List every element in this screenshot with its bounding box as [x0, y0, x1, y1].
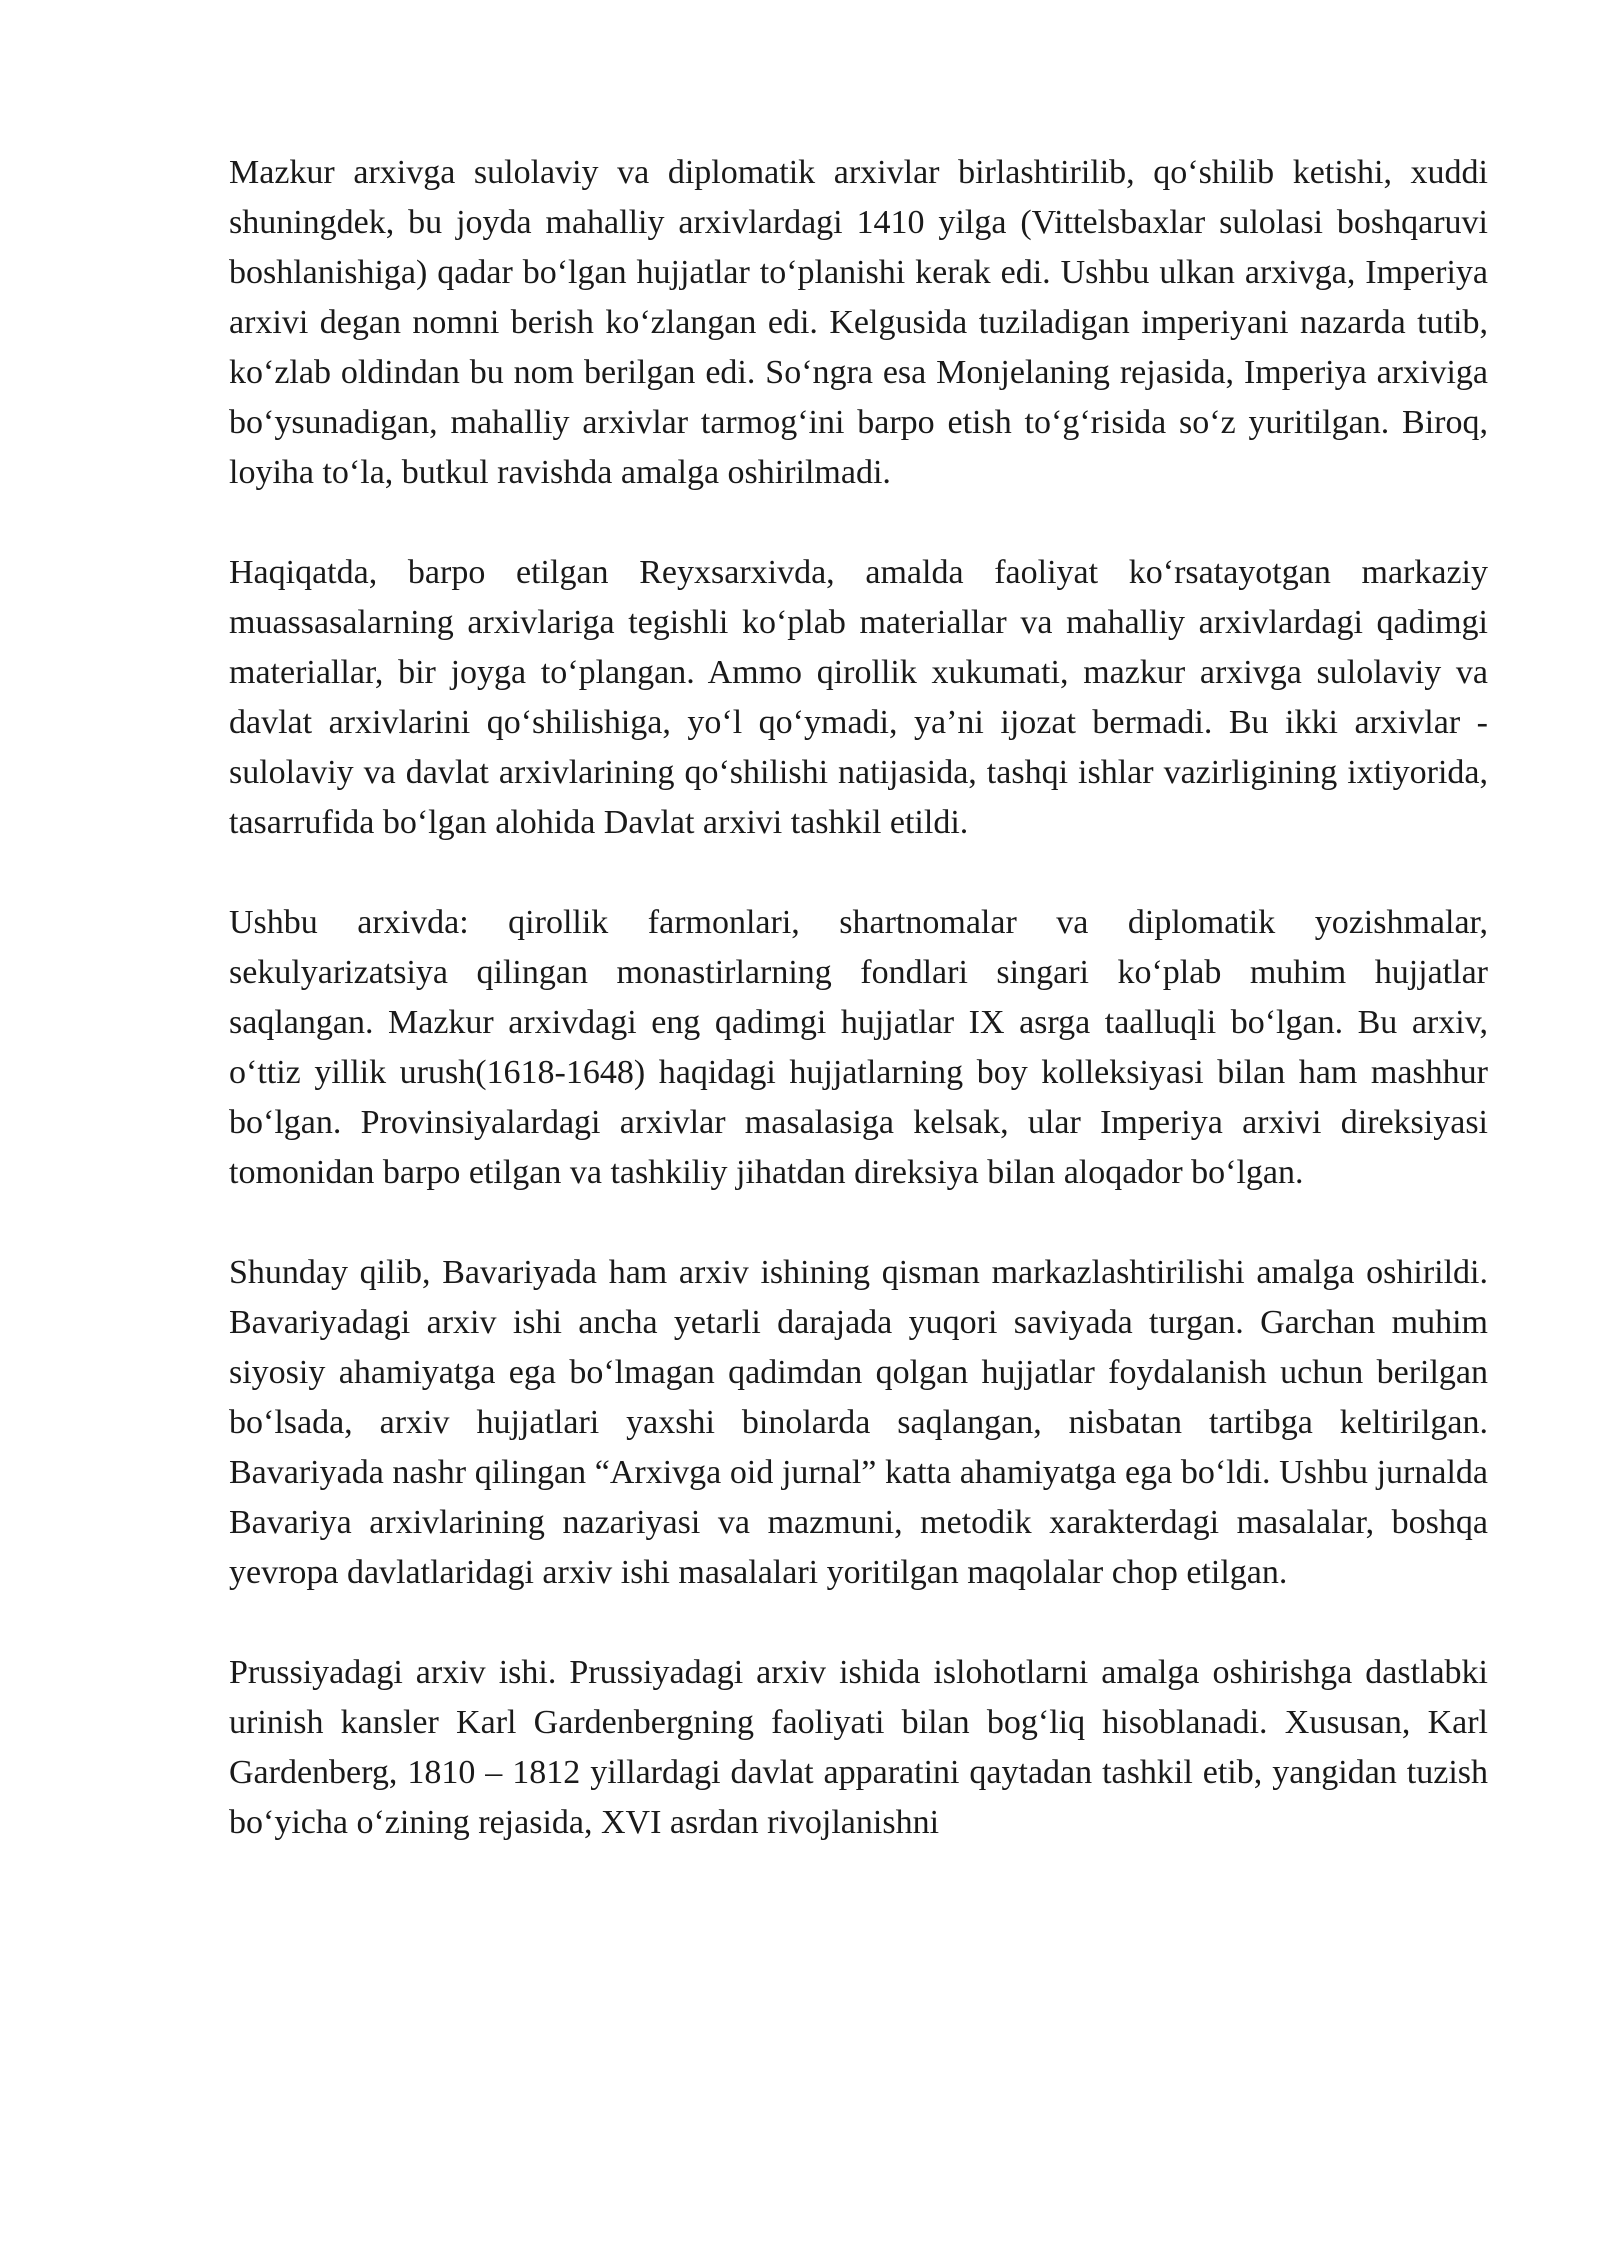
paragraph-1: Mazkur arxivga sulolaviy va diplomatik arxivlar birlashtirilib, qo‘shilib ketishi, xuddi shuningdek, bu joyda mahalliy arxivlardagi 1410 yilga (Vittelsbaxlar sulolasi boshqaruvi boshlanishiga) qadar bo‘lgan hujjatlar to‘planishi kerak edi. Ushbu ulkan arxivga, Imperiya arxivi degan nomni berish ko‘zlangan edi. Kelgusida tuziladigan imperiyani nazarda tutib, ko‘zlab oldindan bu nom berilgan edi. So‘ngra esa Monjelaning rejasida, Imperiya arxiviga bo‘ysunadigan, mahalliy arxivlar tarmog‘ini barpo etish to‘g‘risida so‘z yuritilgan. Biroq, loyiha to‘la, butkul ravishda amalga oshirilmadi. [229, 154, 1488, 491]
paragraph-4: Shunday qilib, Bavariyada ham arxiv ishining qisman markazlashtirilishi amalga oshirildi. Bavariyadagi arxiv ishi ancha yetarli darajada yuqori saviyada turgan. Garchan muhim siyosiy ahamiyatga ega bo‘lmagan qadimdan qolgan hujjatlar foydalanish uchun berilgan bo‘lsada, arxiv hujjatlari yaxshi binolarda saqlangan, nisbatan tartibga keltirilgan. Bavariyada nashr qilingan “Arxivga oid jurnal” katta ahamiyatga ega bo‘ldi. Ushbu jurnalda Bavariya arxivlarining nazariyasi va mazmuni, metodik xarakterdagi masalalar, boshqa yevropa davlatlaridagi arxiv ishi masalalari yoritilgan maqolalar chop etilgan. [229, 1254, 1488, 1591]
paragraph-5: Prussiyadagi arxiv ishi. Prussiyadagi arxiv ishida islohotlarni amalga oshirishga dastlabki urinish kansler Karl Gardenbergning faoliyati bilan bog‘liq hisoblanadi. Xususan, Karl Gardenberg, 1810 – 1812 yillardagi davlat apparatini qaytadan tashkil etib, yangidan tuzish bo‘yicha o‘zining rejasida, XVI asrdan rivojlanishni [229, 1654, 1488, 1841]
paragraph-3: Ushbu arxivda: qirollik farmonlari, shartnomalar va diplomatik yozishmalar, sekulyarizatsiya qilingan monastirlarning fondlari singari ko‘plab muhim hujjatlar saqlangan. Mazkur arxivdagi eng qadimgi hujjatlar IX asrga taalluqli bo‘lgan. Bu arxiv, o‘ttiz yillik urush(1618-1648) haqidagi hujjatlarning boy kolleksiyasi bilan ham mashhur bo‘lgan. Provinsiyalardagi arxivlar masalasiga kelsak, ular Imperiya arxivi direksiyasi tomonidan barpo etilgan va tashkiliy jihatdan direksiya bilan aloqador bo‘lgan. [229, 904, 1488, 1191]
paragraph-2: Haqiqatda, barpo etilgan Reyxsarxivda, amalda faoliyat ko‘rsatayotgan markaziy muassasalarning arxivlariga tegishli ko‘plab materiallar va mahalliy arxivlardagi qadimgi materiallar, bir joyga to‘plangan. Ammo qirollik xukumati, mazkur arxivga sulolaviy va davlat arxivlarini qo‘shilishiga, yo‘l qo‘ymadi, ya’ni ijozat bermadi. Bu ikki arxivlar - sulolaviy va davlat arxivlarining qo‘shilishi natijasida, tashqi ishlar vazirligining ixtiyorida, tasarrufida bo‘lgan alohida Davlat arxivi tashkil etildi. [229, 554, 1488, 841]
document-body [229, 148, 1488, 1848]
